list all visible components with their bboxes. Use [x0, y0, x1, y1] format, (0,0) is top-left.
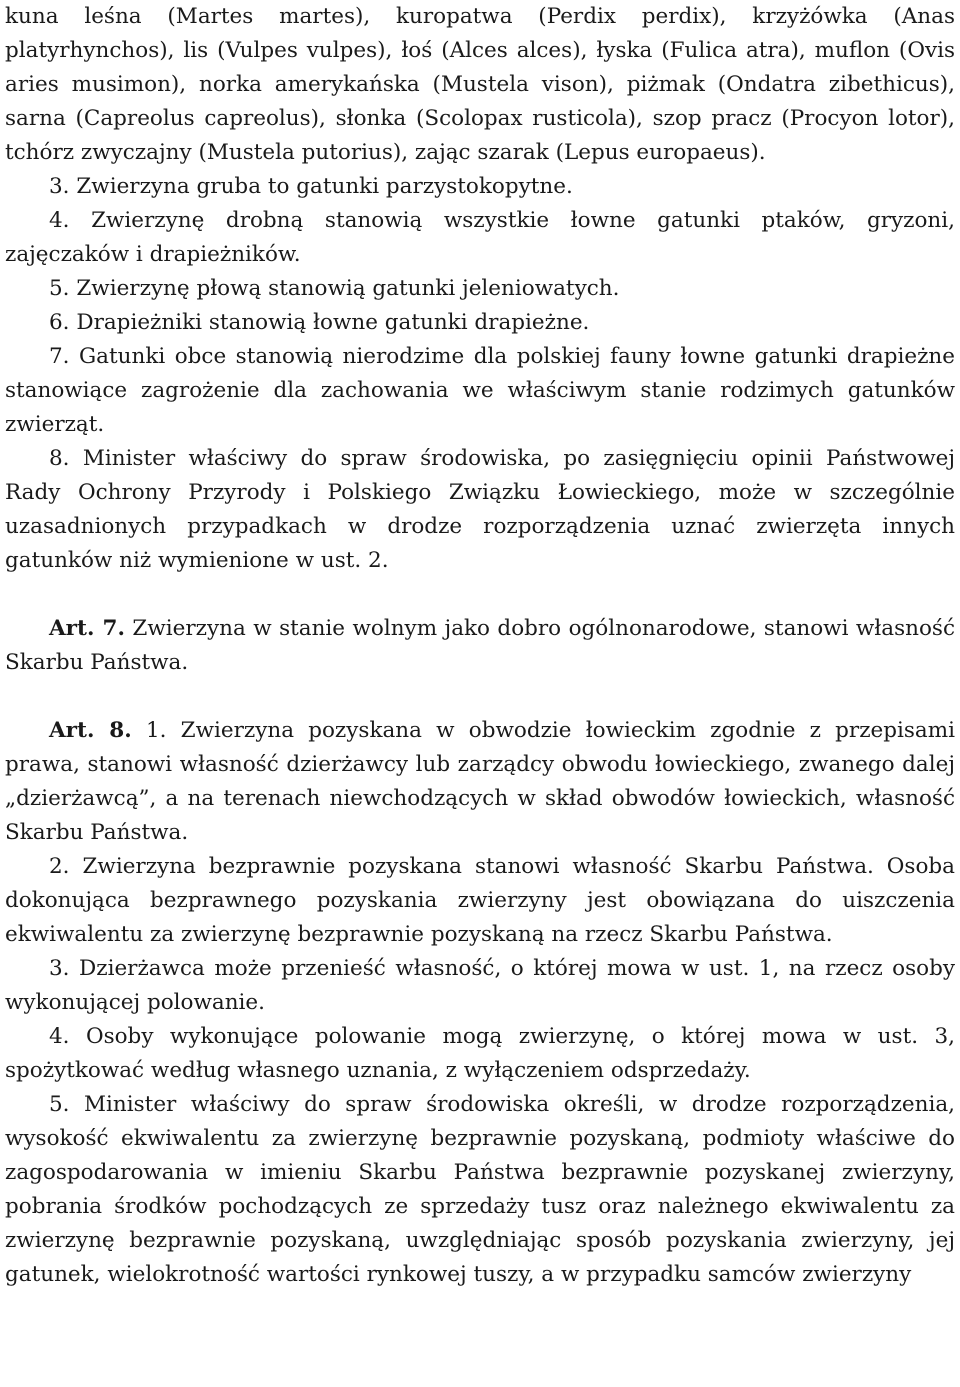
paragraph-7: 7. Gatunki obce stanowią nierodzime dla polskiej fauny łowne gatunki drapieżne stanowiące zagrożenie dla zachowania we właściwym stanie rodzimych gatunków zwierząt. — [5, 344, 955, 437]
article-8-paragraph-1-text: 1. Zwierzyna pozyskana w obwodzie łowieckim zgodnie z przepisami prawa, stanowi własność dzierżawcy lub zarządcy obwodu łowieckiego, zwanego dalej „dzierżawcą”, a na terenach niewchodzących w skład obwodów łowieckich, własność Skarbu Państwa. — [5, 718, 956, 845]
article-8-label: Art. 8. — [49, 718, 132, 743]
paragraph-species-list: kuna leśna (Martes martes), kuropatwa (Perdix perdix), krzyżówka (Anas platyrhynchos), lis (Vulpes vulpes), łoś (Alces alces), łyska (Fulica atra), muflon (Ovis aries musimon), norka amerykańska (Mustela vison), piżmak (Ondatra zibethicus), sarna (Capreolus capreolus), słonka (Scolopax rusticola), szop pracz (Procyon lotor), tchórz zwyczajny (Mustela putorius), zając szarak (Lepus europaeus). — [5, 4, 955, 165]
paragraph-5: 5. Zwierzynę płową stanowią gatunki jeleniowatych. — [49, 276, 620, 301]
article-8-paragraph-1 — [5, 714, 955, 850]
article-8-paragraph-5: 5. Minister właściwy do spraw środowiska określi, w drodze rozporządzenia, wysokość ekwiwalentu za zwierzynę bezprawnie pozyskaną, podmioty właściwe do zagospodarowania w imieniu Skarbu Państwa bezprawnie pozyskanej zwierzyny, pobrania środków pochodzących ze sprzedaży tusz oraz należnego ekwiwalentu za zwierzynę bezprawnie pozyskaną, uwzględniając sposób pozyskania zwierzyny, jej gatunek, wielokrotność wartości rynkowej tuszy, a w przypadku samców zwierzyny — [5, 1092, 955, 1287]
paragraph-3: 3. Zwierzyna gruba to gatunki parzystokopytne. — [49, 174, 573, 199]
article-7-text: Zwierzyna w stanie wolnym jako dobro ogólnonarodowe, stanowi własność Skarbu Państwa. — [5, 616, 955, 675]
article-8-paragraph-4: 4. Osoby wykonujące polowanie mogą zwierzynę, o której mowa w ust. 3, spożytkować według własnego uznania, z wyłączeniem odsprzedaży. — [5, 1024, 955, 1083]
paragraph-8: 8. Minister właściwy do spraw środowiska, po zasięgnięciu opinii Państwowej Rady Ochrony Przyrody i Polskiego Związku Łowieckiego, może w szczególnie uzasadnionych przypadkach w drodze rozporządzenia uznać zwierzęta innych gatunków niż wymienione w ust. 2. — [5, 446, 955, 573]
paragraph-4: 4. Zwierzynę drobną stanowią wszystkie łowne gatunki ptaków, gryzoni, zajęczaków i drapieżników. — [5, 208, 955, 267]
article-7 — [5, 612, 955, 680]
article-8-paragraph-2: 2. Zwierzyna bezprawnie pozyskana stanowi własność Skarbu Państwa. Osoba dokonująca bezprawnego pozyskania zwierzyny jest obowiązana do uiszczenia ekwiwalentu za zwierzynę bezprawnie pozyskaną na rzecz Skarbu Państwa. — [5, 854, 955, 947]
article-8-paragraph-3: 3. Dzierżawca może przenieść własność, o której mowa w ust. 1, na rzecz osoby wykonującej polowanie. — [5, 956, 955, 1015]
article-7-label: Art. 7. — [49, 616, 125, 641]
paragraph-6: 6. Drapieżniki stanowią łowne gatunki drapieżne. — [49, 310, 590, 335]
